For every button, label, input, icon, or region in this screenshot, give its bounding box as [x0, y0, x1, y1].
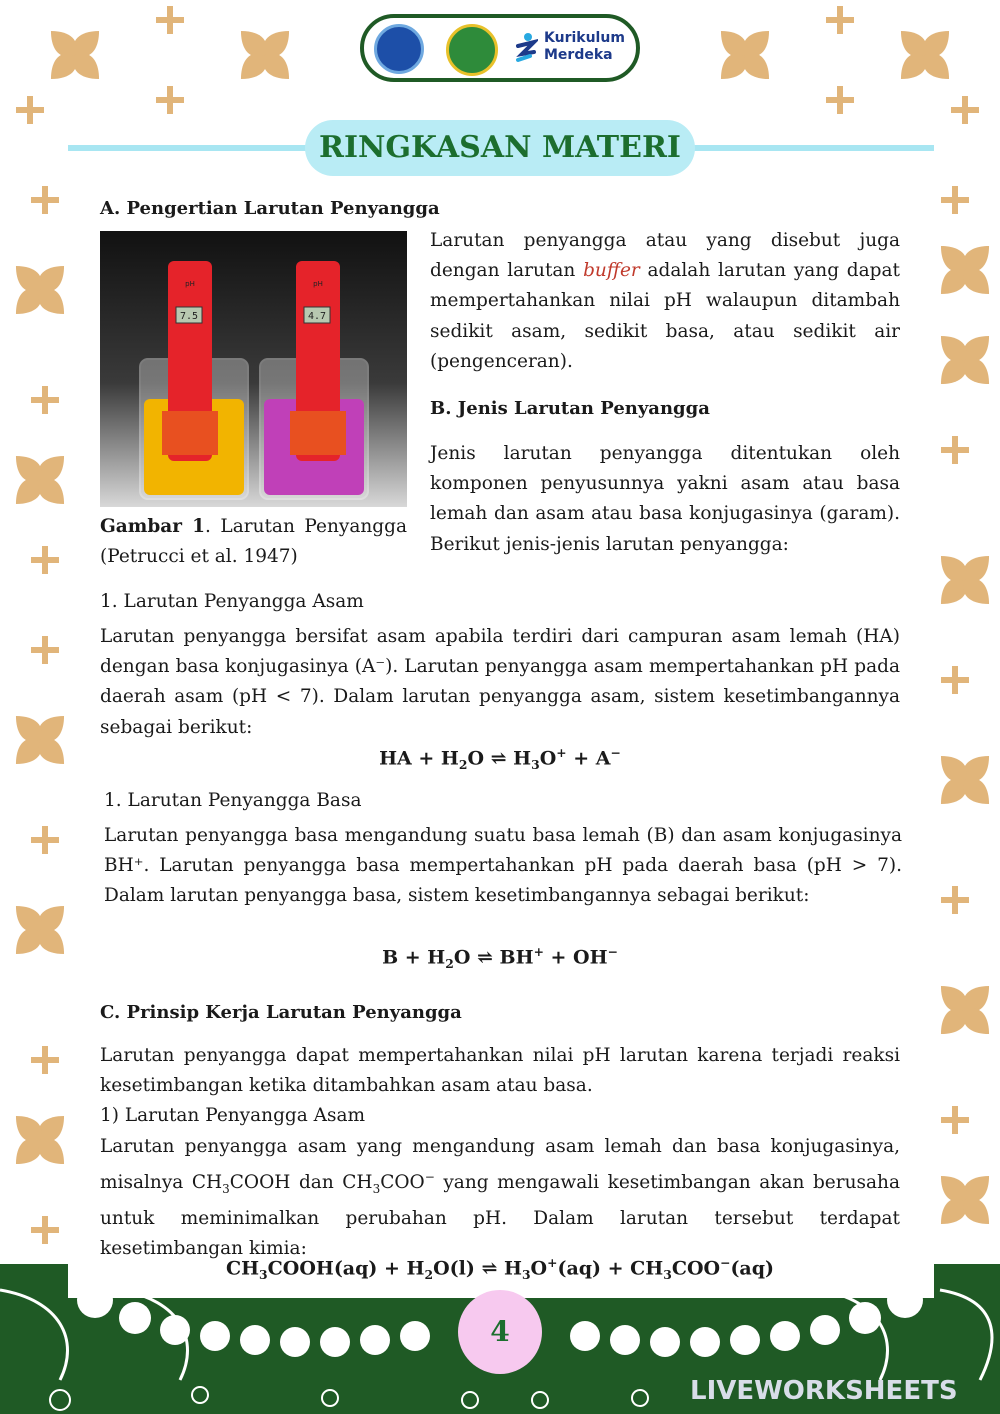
logo-bar [360, 14, 640, 82]
section-b-paragraph: Jenis larutan penyangga ditentukan oleh komponen penyusunnya yakni asam atau basa lemah dan asam atau basa konjugasinya (garam). Berikut jenis-jenis larutan penyangga: [430, 443, 900, 555]
page-title: RINGKASAN MATERI [305, 120, 695, 176]
base-buffer-equation: $B + H_2O$ ⇌ BH+ + OH− [382, 944, 618, 972]
acid-buffer-title: 1. Larutan Penyangga Asam [100, 591, 364, 612]
right-meter-label: pH [313, 280, 323, 288]
kurikulum-merdeka-logo-icon [514, 32, 538, 64]
left-meter-reading: 7.5 [179, 311, 199, 322]
university-logo-icon [446, 24, 498, 76]
section-b-heading: B. Jenis Larutan Penyangga [430, 398, 710, 419]
acetic-acid-equation: $CH_3COOH(aq) + H_2O(l)$ ⇌ $H_3O^+(aq) + CH_3COO^-(aq)$ [225, 1255, 775, 1283]
acid-buffer-equation: HA + $H_2O$ ⇌ $H_3O^+ + A^-$ [379, 745, 621, 773]
base-buffer-title: 1. Larutan Penyangga Basa [104, 790, 362, 811]
right-meter-reading: 4.7 [307, 311, 327, 322]
section-a-paragraph: Larutan penyangga atau yang disebut juga dengan larutan buffer adalah larutan yang dapat mempertahankan nilai pH walaupun ditambah sedikit asam, sedikit basa, atau sedikit air (pengenceran). [430, 230, 900, 372]
base-buffer-paragraph: Larutan penyangga basa mengandung suatu basa lemah (B) dan asam konjugasinya BH⁺. Larutan penyangga basa mempertahankan pH pada daerah basa (pH > 7). Dalam larutan penyangga basa, sistem kesetimbangannya sebagai berikut: [104, 825, 902, 907]
buffer-solution-photo [100, 231, 407, 507]
acid-buffer-paragraph: Larutan penyangga bersifat asam apabila terdiri dari campuran asam lemah (HA) dengan basa konjugasinya (A⁻). Larutan penyangga asam mempertahankan pH pada daerah asam (pH < 7). Dalam larutan penyangga asam, sistem kesetimbangannya sebagai berikut: [100, 626, 900, 738]
section-c-acid-paragraph: Larutan penyangga asam yang mengandung asam lemah dan basa konjugasinya, misalnya $CH_3COOH$ dan $CH_3COO^-$ yang mengawali kesetimbangan akan berusaha untuk meminimalkan perubahan pH. Dalam larutan tersebut terdapat kesetimbangan kimia: [100, 1136, 900, 1260]
section-c-acid-title: 1) Larutan Penyangga Asam [100, 1105, 366, 1126]
kemdikbud-logo-icon [374, 24, 424, 74]
liveworksheets-watermark: LIVEWORKSHEETS [690, 1376, 958, 1406]
section-c-heading: C. Prinsip Kerja Larutan Penyangga [100, 1002, 462, 1023]
figure-caption: Gambar 1. Larutan Penyangga (Petrucci et al. 1947) [100, 516, 407, 567]
left-meter-label: pH [185, 280, 195, 288]
section-a-heading: A. Pengertian Larutan Penyangga [100, 198, 440, 219]
section-c-intro: Larutan penyangga dapat mempertahankan nilai pH larutan karena terjadi reaksi kesetimbangan ketika ditambahkan asam atau basa. [100, 1045, 900, 1097]
buffer-term: buffer [583, 260, 640, 282]
page-number: 4 [458, 1290, 542, 1374]
logo-text: Kurikulum Merdeka [544, 30, 625, 63]
